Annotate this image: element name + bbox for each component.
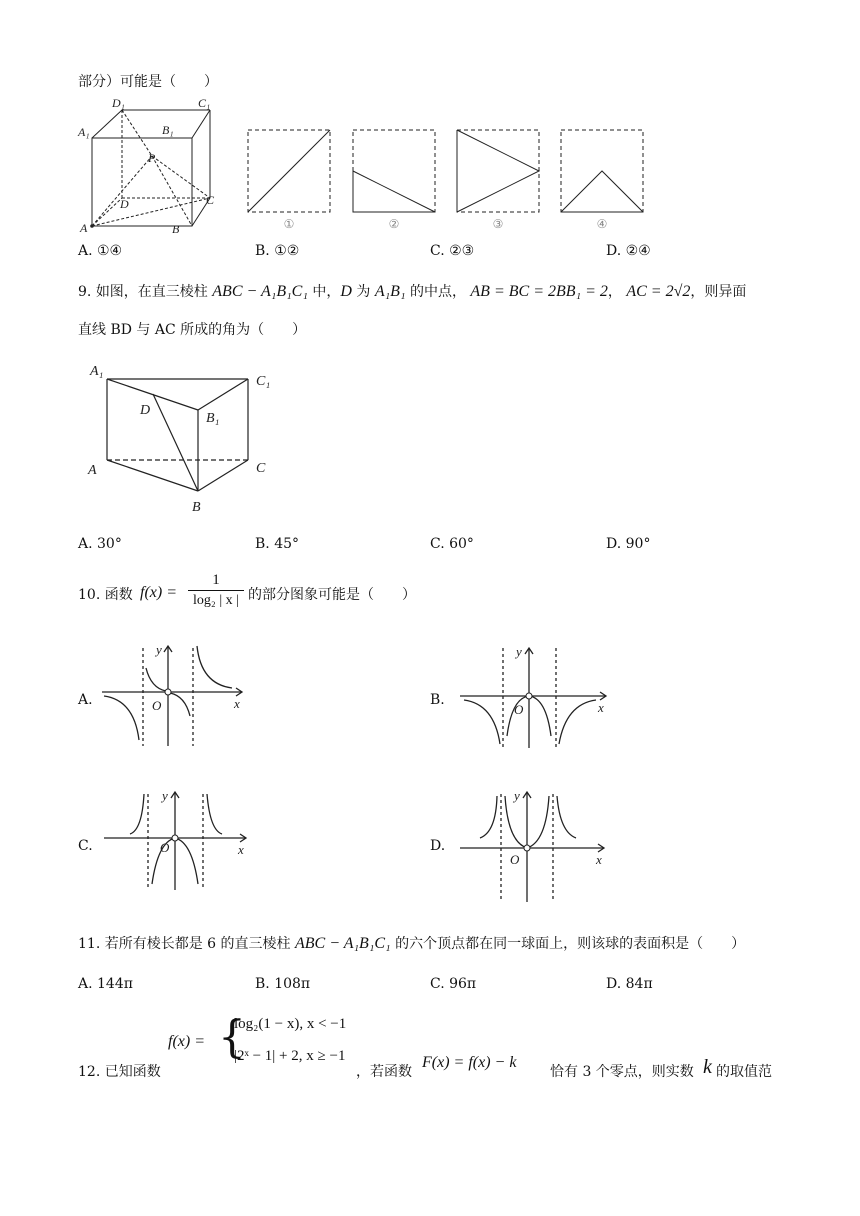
q11-number: 11. <box>78 936 101 952</box>
q12-lead <box>78 1062 161 1082</box>
label-D: D <box>120 197 129 211</box>
q9-option-b[interactable]: B. 45° <box>255 536 300 552</box>
svg-text:y: y <box>156 642 162 657</box>
q8-tail-text: 部分）可能是（ ） <box>78 74 218 90</box>
q9-line-1 <box>78 282 746 302</box>
label-A1: A₁ <box>90 364 104 379</box>
q10-lead-text: 函数 <box>104 587 133 603</box>
q10-graph-c[interactable] <box>96 786 256 896</box>
q9-prism-figure <box>80 360 280 516</box>
q10-numerator: 1 <box>212 572 220 588</box>
q9-text-e: ， <box>607 284 622 300</box>
view-2-frame <box>353 130 435 212</box>
q10-graph-d[interactable] <box>456 786 616 906</box>
view-4-label: ④ <box>596 217 608 231</box>
view-4-line <box>561 171 643 212</box>
svg-text:y: y <box>514 788 520 803</box>
q12-tail: 恰有 3 个零点，则实数 <box>550 1064 694 1080</box>
label-D1: D₁ <box>112 96 125 110</box>
q10-denominator: log₂ | x | <box>193 593 239 608</box>
q11-prism: ABC − A₁B₁C₁ <box>294 935 391 952</box>
q9-option-a[interactable]: A. 30° <box>78 536 122 552</box>
svg-text:O: O <box>514 702 524 717</box>
label-D: D <box>140 403 151 418</box>
q9-number: 9. <box>78 284 92 300</box>
q12-brace: { <box>218 1012 246 1063</box>
label-B: B <box>172 222 180 236</box>
q12-lead-text: 已知函数 <box>104 1064 161 1080</box>
q12-case-1: log₂(1 − x), x < −1 <box>234 1016 347 1032</box>
q9-ac: AC = 2√2 <box>626 283 691 300</box>
q12-k: k <box>703 1056 712 1078</box>
q10-graph-a[interactable] <box>96 640 256 750</box>
q10-fraction <box>186 571 246 610</box>
q8-option-d[interactable]: D. ②④ <box>606 243 651 259</box>
view-2-line <box>353 171 435 212</box>
q11-option-c[interactable]: C. 96π <box>430 976 477 992</box>
q12-end: 的取值范 <box>716 1064 772 1080</box>
q8-views <box>240 122 650 234</box>
q9-point-d: D <box>340 283 352 300</box>
q10-number: 10. <box>78 587 101 603</box>
svg-text:y: y <box>516 644 522 659</box>
q10-graph-d-label[interactable]: D. <box>430 838 446 854</box>
q10-graph-b[interactable] <box>456 640 616 750</box>
q8-cube-figure <box>76 96 226 236</box>
segment-bd <box>153 394 198 491</box>
label-A: A <box>80 221 88 235</box>
q9-text-f: ，则异面 <box>690 284 747 300</box>
q9-text-a: 如图，在直三棱柱 <box>95 284 208 300</box>
q11-option-b[interactable]: B. 108π <box>255 976 311 992</box>
q9-text-b: 中， <box>312 284 341 300</box>
view-2-label: ② <box>388 217 400 231</box>
q11-text-a: 若所有棱长都是 6 的直三棱柱 <box>104 936 291 952</box>
label-C: C <box>256 461 266 476</box>
label-B: B <box>192 500 201 515</box>
svg-text:x: x <box>234 696 240 711</box>
q9-segment: A₁B₁ <box>374 283 406 300</box>
q10-tail: 的部分图象可能是（ ） <box>248 587 416 603</box>
label-A: A <box>88 463 97 478</box>
q11-text-b: 的六个顶点都在同一球面上，则该球的表面积是（ ） <box>395 936 746 952</box>
view-3-line <box>457 130 539 212</box>
view-1-line <box>248 130 330 212</box>
q10-graph-a-label[interactable]: A. <box>78 692 93 708</box>
label-A1: A₁ <box>78 125 90 139</box>
view-1-label: ① <box>283 217 295 231</box>
svg-text:y: y <box>162 788 168 803</box>
svg-text:x: x <box>596 852 602 867</box>
q8-option-b[interactable]: B. ①② <box>255 243 300 259</box>
view-3-frame <box>457 130 539 212</box>
q12-Fx: F(x) = f(x) − k <box>422 1054 517 1071</box>
q9-text-d: 的中点， <box>409 284 466 300</box>
svg-text:x: x <box>238 842 244 857</box>
q9-option-c[interactable]: C. 60° <box>430 536 474 552</box>
svg-text:x: x <box>598 700 604 715</box>
q11-option-d[interactable]: D. 84π <box>606 976 653 992</box>
q11-option-a[interactable]: A. 144π <box>78 976 133 992</box>
q12-mid: ，若函数 <box>356 1064 412 1080</box>
svg-text:O: O <box>160 840 170 855</box>
svg-text:O: O <box>510 852 520 867</box>
q8-option-a[interactable]: A. ①④ <box>78 243 123 259</box>
label-B1: B₁ <box>162 123 174 137</box>
q9-line-2: 直线 BD 与 AC 所成的角为（ ） <box>78 322 307 338</box>
q12-case-2: |2ˣ − 1| + 2, x ≥ −1 <box>234 1048 346 1064</box>
q12-number: 12. <box>78 1064 101 1080</box>
view-3-label: ③ <box>492 217 504 231</box>
q9-prism: ABC − A₁B₁C₁ <box>212 283 308 300</box>
svg-text:O: O <box>152 698 162 713</box>
q10-graph-b-label[interactable]: B. <box>430 692 445 708</box>
q11-line <box>78 934 745 954</box>
q9-option-d[interactable]: D. 90° <box>606 536 651 552</box>
label-C: C <box>206 193 215 207</box>
q10-graph-c-label[interactable]: C. <box>78 838 93 854</box>
label-C1: C₁ <box>256 374 271 389</box>
q8-option-c[interactable]: C. ②③ <box>430 243 475 259</box>
q12-fx: f(x) = <box>168 1033 205 1050</box>
q9-equation: AB = BC = 2BB₁ = 2 <box>470 283 608 300</box>
label-C1: C₁ <box>198 96 211 110</box>
q9-text-c: 为 <box>356 284 371 300</box>
q10-func: f(x) = <box>140 584 177 601</box>
label-P: P <box>148 151 156 165</box>
label-B1: B₁ <box>206 411 220 426</box>
q10-lead <box>78 585 133 605</box>
cube-front-face <box>92 138 192 226</box>
